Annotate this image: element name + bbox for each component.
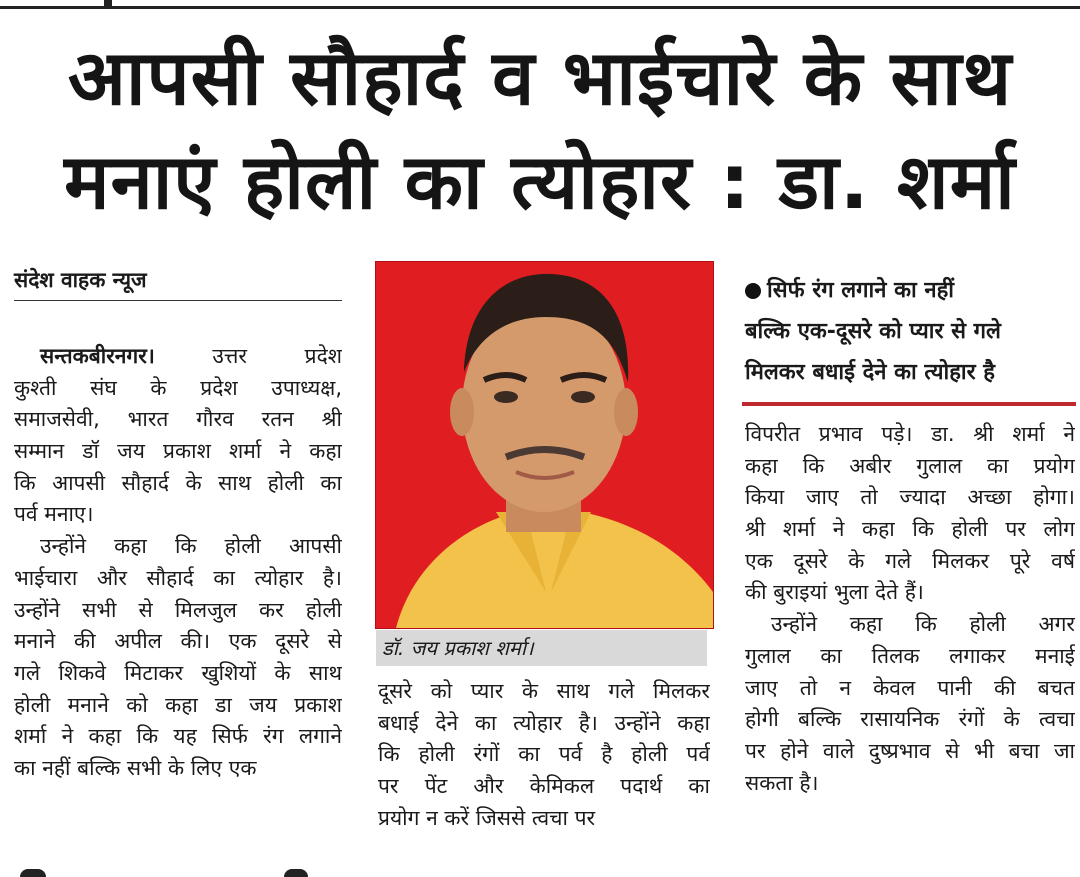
text-line: सकता है।: [745, 770, 819, 795]
paragraph: [745, 419, 1075, 609]
bullet-icon: [745, 283, 761, 299]
text-line: उन्होंने सभी से मिलजुल कर होली: [14, 597, 342, 622]
text-line: पर्व मनाए।: [14, 502, 94, 527]
text-line: मनाने की अपील की। एक दूसरे से: [14, 629, 342, 654]
kicker-line-2: बल्कि एक-दूसरे को प्यार से गले: [745, 319, 1001, 344]
text-line: पर पेंट और केमिकल पदार्थ का: [378, 774, 710, 799]
text-line: उन्होंने कहा कि होली आपसी: [40, 534, 342, 559]
text-line: कहा कि अबीर गुलाल का प्रयोग: [745, 453, 1075, 478]
text-line: होगी बल्कि रासायनिक रंगों के त्वचा: [745, 707, 1075, 732]
text-line: समाजसेवी, भारत गौरव रतन श्री: [14, 407, 342, 432]
text-line: एक दूसरे के गले मिलकर पूरे वर्ष: [745, 548, 1075, 573]
text-line: पर होने वाले दुष्प्रभाव से भी बचा जा: [745, 738, 1075, 763]
text-line: होली मनाने को कहा डा जय प्रकाश: [14, 692, 342, 717]
text-line: की बुराइयां भुला देते हैं।: [745, 580, 924, 605]
paragraph: [14, 531, 342, 785]
text-line: का नहीं बल्कि सभी के लिए एक: [14, 755, 257, 780]
photo-caption: डॉ. जय प्रकाश शर्मा।: [376, 630, 707, 666]
portrait-photo: [375, 261, 714, 629]
text-line: उन्होंने कहा कि होली अगर: [771, 612, 1075, 637]
text-line: [14, 341, 342, 373]
kicker-red-rule: [742, 402, 1076, 406]
dateline: सन्तकबीरनगर।: [40, 344, 155, 368]
article-column-left: [14, 341, 342, 785]
headline-line-2: मनाएं होली का त्योहार : डा. शर्मा: [64, 137, 1016, 226]
text-line: विपरीत प्रभाव पड़े। डा. श्री शर्मा ने: [745, 422, 1075, 446]
byline-rule: [14, 300, 342, 301]
text-line-content: उत्तर प्रदेश: [154, 344, 342, 368]
paragraph: [745, 609, 1075, 799]
article-column-right: [745, 419, 1075, 799]
text-line: प्रयोग न करें जिससे त्वचा पर: [378, 805, 596, 830]
text-line: सम्मान डॉ जय प्रकाश शर्मा ने कहा: [14, 439, 342, 464]
byline: संदेश वाहक न्यूज: [14, 268, 147, 292]
kicker-line-1: सिर्फ रंग लगाने का नहीं: [767, 278, 954, 303]
top-border: [0, 6, 1080, 9]
text-line: दूसरे को प्यार के साथ गले मिलकर: [378, 679, 710, 703]
text-line: गले शिकवे मिटाकर खुशियों के साथ: [14, 660, 342, 685]
headline-line-1: आपसी सौहार्द व भाईचारे के साथ: [67, 33, 1013, 122]
text-line: गुलाल का तिलक लगाकर मनाई: [745, 643, 1075, 668]
portrait-illustration: [376, 262, 713, 628]
paragraph: [378, 676, 710, 834]
text-line: भाईचारा और सौहार्द का त्योहार है।: [14, 565, 342, 590]
text-line: कुश्ती संघ के प्रदेश उपाध्यक्ष,: [14, 375, 342, 400]
text-line: शर्मा ने कहा कि यह सिर्फ रंग लगाने: [14, 724, 342, 749]
article-column-middle: [378, 676, 710, 834]
text-line: कि आपसी सौहार्द के साथ होली का: [14, 470, 342, 495]
kicker-line-3: मिलकर बधाई देने का त्योहार है: [745, 360, 995, 385]
text-line: कि होली रंगों का पर्व है होली पर्व: [378, 742, 710, 767]
next-article-fragment: [284, 869, 308, 877]
top-border-mark: [104, 0, 112, 6]
next-article-fragment: [20, 869, 46, 877]
text-line: किया जाए तो ज्यादा अच्छा होगा।: [745, 485, 1075, 510]
text-line: श्री शर्मा ने कहा कि होली पर लोग: [745, 517, 1075, 542]
text-line: बधाई देने का त्योहार है। उन्होंने कहा: [378, 710, 710, 735]
text-line: जाए तो न केवल पानी की बचत: [745, 675, 1075, 700]
paragraph: [14, 341, 342, 531]
kicker-highlight: [745, 270, 1080, 393]
